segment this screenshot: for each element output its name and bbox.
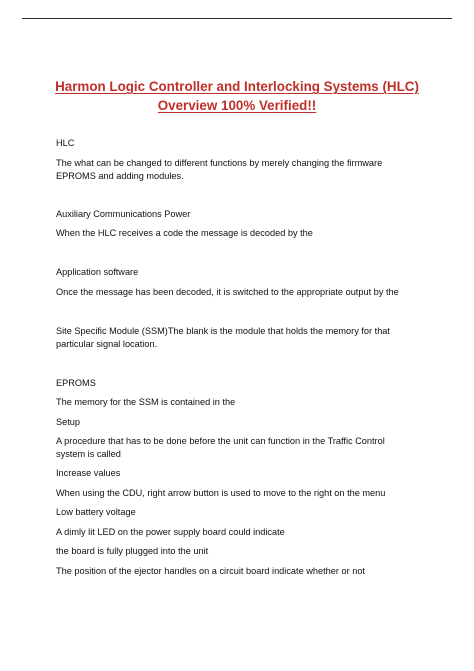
document-title <box>30 77 444 115</box>
definition-line: A dimly lit LED on the power supply board could indicate <box>56 527 285 537</box>
title-line-1: Harmon Logic Controller and Interlocking Systems (HLC) <box>55 79 419 94</box>
definition-line: EPROMS and adding modules. <box>56 171 184 181</box>
term-line: Low battery voltage <box>56 507 136 517</box>
top-rule <box>22 18 452 19</box>
term-line: Site Specific Module (SSM)The blank is the module that holds the memory for that <box>56 326 390 336</box>
definition-line: A procedure that has to be done before the unit can function in the Traffic Control <box>56 436 385 446</box>
term-line: the board is fully plugged into the unit <box>56 546 209 556</box>
term-line: Increase values <box>56 468 121 478</box>
term-hlc: HLC <box>56 138 75 148</box>
title-line-2: Overview 100% Verified!! <box>157 98 317 113</box>
term-line: Application software <box>56 267 139 277</box>
definition-line: When the HLC receives a code the message is decoded by the <box>56 228 313 238</box>
definition-line: system is called <box>56 449 121 459</box>
term-line: Setup <box>56 417 81 427</box>
term-line: Auxiliary Communications Power <box>56 209 191 219</box>
definition-line: Once the message has been decoded, it is switched to the appropriate output by the <box>56 287 399 297</box>
definition-line: When using the CDU, right arrow button is used to move to the right on the menu <box>56 488 386 498</box>
definition-line: The what can be changed to different functions by merely changing the firmware <box>56 158 383 168</box>
definition-line: The position of the ejector handles on a circuit board indicate whether or not <box>56 566 365 576</box>
term-line: EPROMS <box>56 378 96 388</box>
definition-line: The memory for the SSM is contained in the <box>56 397 236 407</box>
term-line: particular signal location. <box>56 339 158 349</box>
